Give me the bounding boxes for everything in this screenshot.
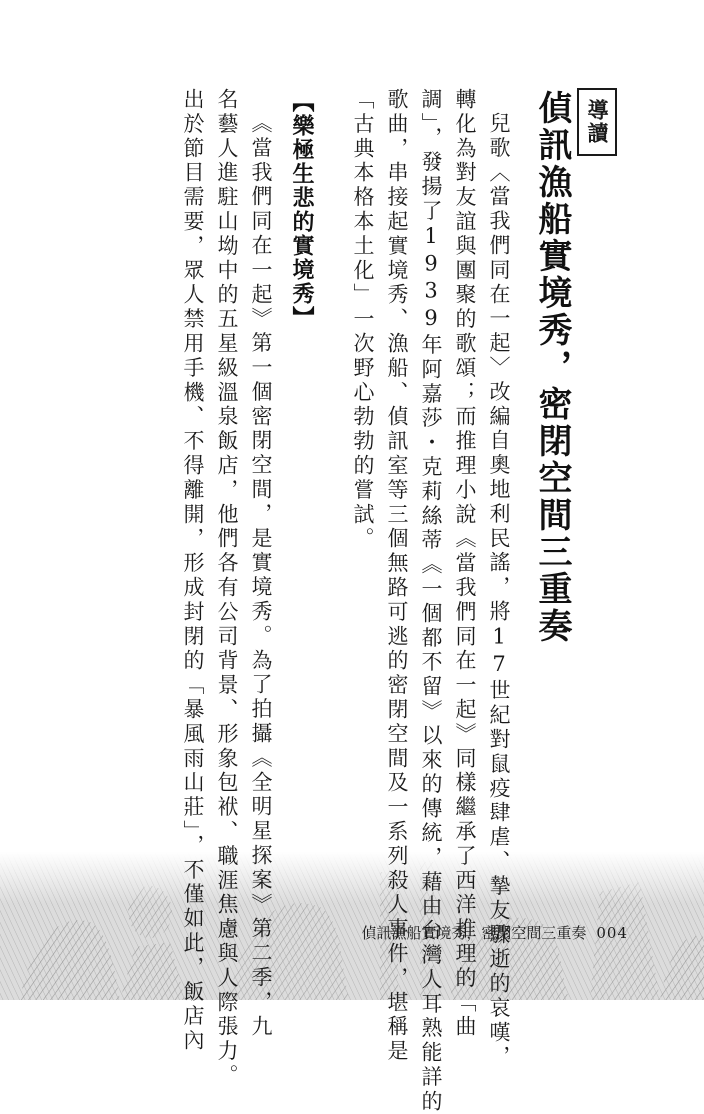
body-line: 名藝人進駐山坳中的五星級溫泉飯店，他們各有公司背景、形象包袱、職涯焦慮與人際張力。: [215, 88, 239, 1089]
section-label-box: [577, 88, 617, 156]
body-line: 「古典本格本土化」一次野心勃勃的嘗試。: [351, 88, 375, 552]
page-number: 004: [596, 924, 628, 942]
body-line: 轉化為對友誼與團聚的歌頌；而推理小說《當我們同在一起》同樣繼承了西洋推理的「曲: [453, 88, 477, 1040]
section-label: 導讀: [585, 99, 610, 145]
running-footer: [361, 922, 628, 943]
running-title: 偵訊漁船實境秀，密閉空間三重奏: [361, 924, 587, 942]
body-line: 《當我們同在一起》第一個密閉空間，是實境秀。為了拍攝《全明星探案》第二季，九: [249, 112, 273, 1040]
body-line: 調」，發揚了1939年阿嘉莎・克莉絲蒂《一個都不留》以來的傳統，藉由台灣人耳熟能詳的: [419, 88, 443, 1114]
body-line: 出於節目需要，眾人禁用手機、不得離開，形成封閉的「暴風雨山莊」，不僅如此，飯店內: [181, 88, 205, 1054]
body-line: 兒歌〈當我們同在一起〉改編自奧地利民謠，將17世紀對鼠疫肆虐、摯友驟逝的哀嘆，: [487, 112, 511, 1070]
page-title: 偵訊漁船實境秀，密閉空間三重奏: [532, 90, 572, 645]
body-line: 歌曲，串接起實境秀、漁船、偵訊室等三個無路可逃的密閉空間及一系列殺人事件，堪稱是: [385, 88, 409, 1064]
section-heading: 【樂極生悲的實境秀】: [289, 90, 314, 330]
